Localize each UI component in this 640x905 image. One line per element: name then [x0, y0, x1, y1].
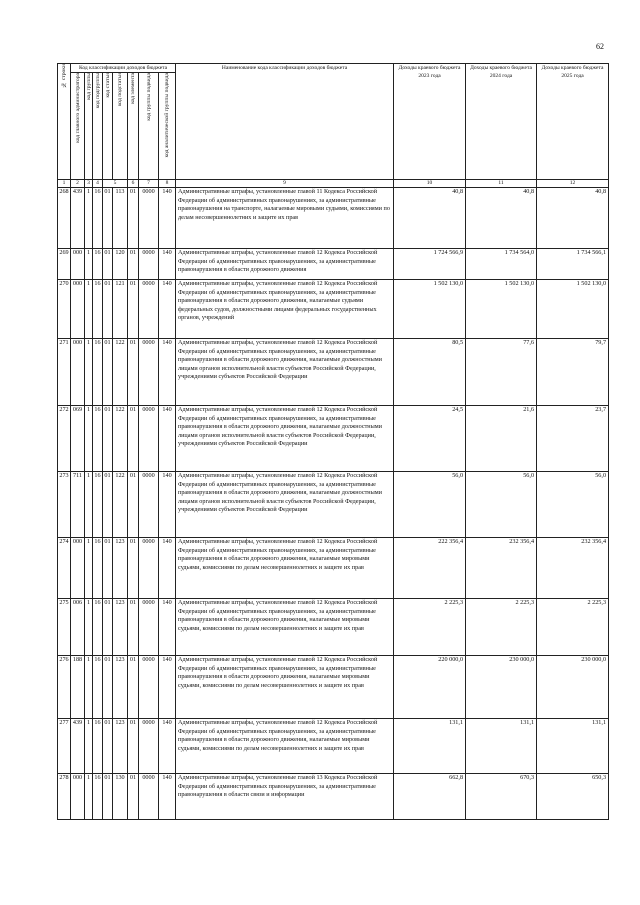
subgroup-code-cell: 16 [93, 774, 103, 820]
admin-code-cell: 000 [71, 774, 85, 820]
subgroup-code-cell: 16 [93, 339, 103, 406]
table-row [58, 774, 609, 820]
subtype-group-code-cell: 0000 [139, 599, 159, 656]
header-revenue-2024: Доходы краевого бюджета 2024 года [466, 64, 537, 180]
subtype-group-code-cell: 0000 [139, 538, 159, 599]
group-code-cell: 1 [85, 188, 93, 249]
revenue-2024-cell: 670,3 [466, 774, 537, 820]
element-code-cell: 01 [128, 406, 139, 472]
header-revenue-2023: Доходы краевого бюджета 2023 года [394, 64, 466, 180]
subarticle-code-cell: 113 [113, 188, 128, 249]
revenue-2024-cell: 56,0 [466, 472, 537, 538]
subarticle-code-cell: 123 [113, 719, 128, 774]
column-number: 12 [537, 180, 609, 188]
subtype-group-code-cell: 0000 [139, 472, 159, 538]
group-code-cell: 1 [85, 406, 93, 472]
subtype-group-code-cell: 0000 [139, 249, 159, 280]
revenue-name-cell: Административные штрафы, установленные главой 12 Кодекса Российской Федерации об административных правонарушениях, за административные правонарушения в области дорожного движения, налагаемые судьями федеральных судов, должностными лицами федеральных государственных органов, учреждений [176, 280, 394, 339]
group-code-cell: 1 [85, 774, 93, 820]
subarticle-code-cell: 123 [113, 656, 128, 719]
subgroup-code-cell: 16 [93, 249, 103, 280]
revenue-2023-cell: 220 000,0 [394, 656, 466, 719]
group-code-cell: 1 [85, 249, 93, 280]
group-code-cell: 1 [85, 472, 93, 538]
table-row [58, 472, 609, 538]
revenue-2025-cell: 2 225,3 [537, 599, 609, 656]
row-number-cell: 268 [58, 188, 71, 249]
revenue-name-cell: Административные штрафы, установленные главой 11 Кодекса Российской Федерации об административных правонарушениях, за административные правонарушения на транспорте, налагаемые мировыми судьями, комиссиями по делам несовершеннолетних и защите их прав [176, 188, 394, 249]
element-code-cell: 01 [128, 599, 139, 656]
page-number: 62 [596, 42, 604, 51]
element-code-cell: 01 [128, 774, 139, 820]
revenue-name-cell: Административные штрафы, установленные главой 12 Кодекса Российской Федерации об административных правонарушениях, за административные правонарушения в области дорожного движения, налагаемые мировыми судьями, комиссиями по делам несовершеннолетних и защите их прав [176, 719, 394, 774]
column-number: 10 [394, 180, 466, 188]
subtype-group-code-cell: 0000 [139, 280, 159, 339]
header-subtype-group-code: код группы подвида [139, 73, 159, 180]
column-number: 6 [128, 180, 139, 188]
column-number: 5 [103, 180, 128, 188]
revenue-2025-cell: 79,7 [537, 339, 609, 406]
analytic-group-code-cell: 140 [159, 188, 176, 249]
row-number-cell: 271 [58, 339, 71, 406]
subgroup-code-cell: 16 [93, 656, 103, 719]
admin-code-cell: 000 [71, 249, 85, 280]
revenue-2025-cell: 1 734 566,1 [537, 249, 609, 280]
revenue-2024-cell: 131,1 [466, 719, 537, 774]
analytic-group-code-cell: 140 [159, 538, 176, 599]
header-classification-group: Код классификации доходов бюджета [71, 64, 176, 73]
row-number-cell: 276 [58, 656, 71, 719]
row-number-cell: 269 [58, 249, 71, 280]
table-row [58, 280, 609, 339]
revenue-2024-cell: 230 000,0 [466, 656, 537, 719]
revenue-2023-cell: 222 356,4 [394, 538, 466, 599]
subarticle-code-cell: 123 [113, 599, 128, 656]
subgroup-code-cell: 16 [93, 472, 103, 538]
analytic-group-code-cell: 140 [159, 719, 176, 774]
analytic-group-code-cell: 140 [159, 656, 176, 719]
header-row-number: № строки [58, 64, 71, 180]
revenue-2025-cell: 1 502 130,0 [537, 280, 609, 339]
subtype-group-code-cell: 0000 [139, 188, 159, 249]
admin-code-cell: 439 [71, 719, 85, 774]
article-code-cell: 01 [103, 188, 113, 249]
subtype-group-code-cell: 0000 [139, 339, 159, 406]
subarticle-code-cell: 130 [113, 774, 128, 820]
admin-code-cell: 711 [71, 472, 85, 538]
row-number-cell: 277 [58, 719, 71, 774]
revenue-2023-cell: 662,8 [394, 774, 466, 820]
subgroup-code-cell: 16 [93, 188, 103, 249]
revenue-2023-cell: 80,5 [394, 339, 466, 406]
subtype-group-code-cell: 0000 [139, 719, 159, 774]
table-row [58, 339, 609, 406]
analytic-group-code-cell: 140 [159, 599, 176, 656]
revenue-2025-cell: 131,1 [537, 719, 609, 774]
admin-code-cell: 006 [71, 599, 85, 656]
revenue-2024-cell: 1 734 564,0 [466, 249, 537, 280]
element-code-cell: 01 [128, 719, 139, 774]
header-analytic-group-code: код аналитической группы подвида [159, 73, 176, 180]
analytic-group-code-cell: 140 [159, 339, 176, 406]
analytic-group-code-cell: 140 [159, 472, 176, 538]
revenue-2023-cell: 56,0 [394, 472, 466, 538]
revenue-2024-cell: 21,6 [466, 406, 537, 472]
admin-code-cell: 000 [71, 538, 85, 599]
revenue-name-cell: Административные штрафы, установленные главой 12 Кодекса Российской Федерации об административных правонарушениях, за административные правонарушения в области дорожного движения, налагаемые должностными лицами органов исполнительной власти субъектов Российской Федерации, учреждениями субъектов Российской Федерации [176, 472, 394, 538]
element-code-cell: 01 [128, 472, 139, 538]
header-subgroup-code: код подгруппы [93, 73, 103, 180]
admin-code-cell: 000 [71, 339, 85, 406]
revenue-2025-cell: 40,8 [537, 188, 609, 249]
header-revenue-2025: Доходы краевого бюджета 2025 года [537, 64, 609, 180]
table-body [58, 188, 609, 820]
column-number: 8 [159, 180, 176, 188]
header-article-code: код статьи [103, 73, 113, 180]
revenue-2024-cell: 40,8 [466, 188, 537, 249]
subgroup-code-cell: 16 [93, 280, 103, 339]
row-number-cell: 272 [58, 406, 71, 472]
column-number: 9 [176, 180, 394, 188]
revenue-2025-cell: 230 000,0 [537, 656, 609, 719]
column-number: 7 [139, 180, 159, 188]
revenue-name-cell: Административные штрафы, установленные главой 13 Кодекса Российской Федерации об административных правонарушениях, за административные правонарушения в области связи и информации [176, 774, 394, 820]
revenue-name-cell: Административные штрафы, установленные главой 12 Кодекса Российской Федерации об административных правонарушениях, за административные правонарушения в области дорожного движения [176, 249, 394, 280]
revenue-name-cell: Административные штрафы, установленные главой 12 Кодекса Российской Федерации об административных правонарушениях, за административные правонарушения в области дорожного движения, налагаемые мировыми судьями, комиссиями по делам несовершеннолетних и защите их прав [176, 538, 394, 599]
revenue-2024-cell: 1 502 130,0 [466, 280, 537, 339]
admin-code-cell: 000 [71, 280, 85, 339]
subarticle-code-cell: 122 [113, 472, 128, 538]
article-code-cell: 01 [103, 774, 113, 820]
revenue-2023-cell: 131,1 [394, 719, 466, 774]
group-code-cell: 1 [85, 599, 93, 656]
subgroup-code-cell: 16 [93, 538, 103, 599]
table-row [58, 249, 609, 280]
analytic-group-code-cell: 140 [159, 406, 176, 472]
revenue-2025-cell: 56,0 [537, 472, 609, 538]
row-number-cell: 278 [58, 774, 71, 820]
column-number: 1 [58, 180, 71, 188]
revenue-name-cell: Административные штрафы, установленные главой 12 Кодекса Российской Федерации об административных правонарушениях, за административные правонарушения в области дорожного движения, налагаемые должностными лицами органов исполнительной власти субъектов Российской Федерации, учреждениями субъектов Российской Федерации [176, 406, 394, 472]
table-row [58, 406, 609, 472]
subarticle-code-cell: 122 [113, 339, 128, 406]
subarticle-code-cell: 121 [113, 280, 128, 339]
header-admin-code: код главного администратора [71, 73, 85, 180]
element-code-cell: 01 [128, 656, 139, 719]
header-group-code: код группы [85, 73, 93, 180]
revenue-2023-cell: 40,8 [394, 188, 466, 249]
table-row [58, 538, 609, 599]
column-number-row [58, 180, 609, 188]
element-code-cell: 01 [128, 249, 139, 280]
revenue-2023-cell: 24,5 [394, 406, 466, 472]
article-code-cell: 01 [103, 280, 113, 339]
element-code-cell: 01 [128, 538, 139, 599]
revenue-2025-cell: 23,7 [537, 406, 609, 472]
subarticle-code-cell: 122 [113, 406, 128, 472]
revenue-name-cell: Административные штрафы, установленные главой 12 Кодекса Российской Федерации об административных правонарушениях, за административные правонарушения в области дорожного движения, налагаемые мировыми судьями, комиссиями по делам несовершеннолетних и защите их прав [176, 599, 394, 656]
subtype-group-code-cell: 0000 [139, 656, 159, 719]
article-code-cell: 01 [103, 719, 113, 774]
element-code-cell: 01 [128, 339, 139, 406]
element-code-cell: 01 [128, 188, 139, 249]
revenue-name-cell: Административные штрафы, установленные главой 12 Кодекса Российской Федерации об административных правонарушениях, за административные правонарушения в области дорожного движения, налагаемые мировыми судьями, комиссиями по делам несовершеннолетних и защите их прав [176, 656, 394, 719]
header-subarticle-code: код подстатьи [113, 73, 128, 180]
article-code-cell: 01 [103, 599, 113, 656]
subtype-group-code-cell: 0000 [139, 774, 159, 820]
subtype-group-code-cell: 0000 [139, 406, 159, 472]
revenue-2023-cell: 2 225,3 [394, 599, 466, 656]
subarticle-code-cell: 120 [113, 249, 128, 280]
revenue-2023-cell: 1 502 130,0 [394, 280, 466, 339]
subgroup-code-cell: 16 [93, 719, 103, 774]
group-code-cell: 1 [85, 280, 93, 339]
admin-code-cell: 188 [71, 656, 85, 719]
article-code-cell: 01 [103, 406, 113, 472]
revenue-classification-table [57, 63, 609, 820]
article-code-cell: 01 [103, 339, 113, 406]
revenue-2024-cell: 232 356,4 [466, 538, 537, 599]
row-number-cell: 275 [58, 599, 71, 656]
element-code-cell: 01 [128, 280, 139, 339]
row-number-cell: 270 [58, 280, 71, 339]
analytic-group-code-cell: 140 [159, 280, 176, 339]
column-number: 3 [85, 180, 93, 188]
analytic-group-code-cell: 140 [159, 249, 176, 280]
group-code-cell: 1 [85, 339, 93, 406]
admin-code-cell: 069 [71, 406, 85, 472]
analytic-group-code-cell: 140 [159, 774, 176, 820]
table-row [58, 599, 609, 656]
row-number-cell: 273 [58, 472, 71, 538]
revenue-2023-cell: 1 724 566,9 [394, 249, 466, 280]
article-code-cell: 01 [103, 249, 113, 280]
group-code-cell: 1 [85, 656, 93, 719]
revenue-2024-cell: 77,6 [466, 339, 537, 406]
subgroup-code-cell: 16 [93, 406, 103, 472]
group-code-cell: 1 [85, 719, 93, 774]
subgroup-code-cell: 16 [93, 599, 103, 656]
subarticle-code-cell: 123 [113, 538, 128, 599]
revenue-2025-cell: 232 356,4 [537, 538, 609, 599]
table-row [58, 188, 609, 249]
admin-code-cell: 439 [71, 188, 85, 249]
revenue-name-cell: Административные штрафы, установленные главой 12 Кодекса Российской Федерации об административных правонарушениях, за административные правонарушения в области дорожного движения, налагаемые должностными лицами органов исполнительной власти субъектов Российской Федерации, учреждениями субъектов Российской Федерации [176, 339, 394, 406]
revenue-2025-cell: 650,3 [537, 774, 609, 820]
header-name: Наименование кода классификации доходов бюджета [176, 64, 394, 180]
table-row [58, 719, 609, 774]
column-number: 11 [466, 180, 537, 188]
header-element-code: код элемента [128, 73, 139, 180]
column-number: 4 [93, 180, 103, 188]
row-number-cell: 274 [58, 538, 71, 599]
group-code-cell: 1 [85, 538, 93, 599]
article-code-cell: 01 [103, 472, 113, 538]
revenue-2024-cell: 2 225,3 [466, 599, 537, 656]
article-code-cell: 01 [103, 538, 113, 599]
article-code-cell: 01 [103, 656, 113, 719]
table-row [58, 656, 609, 719]
column-number: 2 [71, 180, 85, 188]
